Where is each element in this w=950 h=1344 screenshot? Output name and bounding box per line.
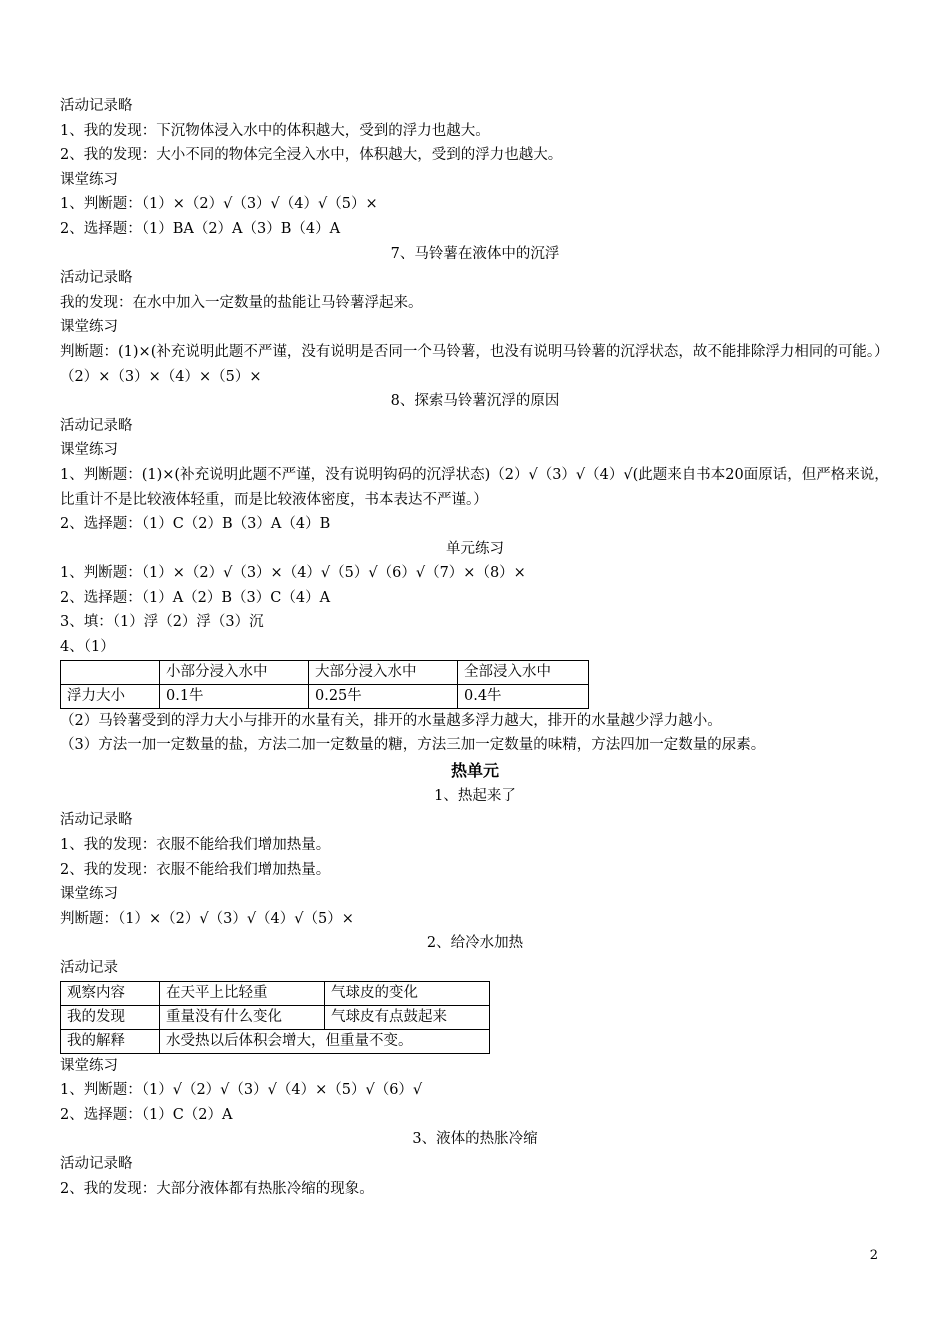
table-cell: 0.25牛: [309, 684, 458, 708]
paragraph: 1、判断题：(1)×(补充说明此题不严谨，没有说明钩码的沉浮状态)（2）√（3）√（4）√(此题来自书本20面原话，但严格来说，比重计不是比较液体轻重，而是比较液体密度，书本表达不严谨。）: [60, 466, 889, 508]
text-line: 活动记录略: [60, 417, 133, 434]
text-line: 课堂练习: [60, 442, 118, 459]
text-line: 1、判断题：（1）×（2）√（3）√（4）√（5）×: [60, 196, 378, 213]
text-line: （3）方法一加一定数量的盐，方法二加一定数量的糖，方法三加一定数量的味精，方法四加一定数量的尿素。: [60, 737, 766, 754]
text-line: 4、（1）: [60, 639, 115, 656]
heat-unit-title: 热单元: [450, 760, 499, 780]
section-title-heat-3: 3、液体的热胀冷缩: [412, 1131, 538, 1148]
document-body: [60, 94, 890, 1201]
text-line: 活动记录略: [60, 270, 133, 287]
table-cell: 气球皮的变化: [325, 981, 490, 1005]
paragraph: 判断题：(1)×(补充说明此题不严谨，没有说明是否同一个马铃薯，也没有说明马铃薯的沉浮状态，故不能排除浮力相同的可能。）（2）×（3）×（4）×（5）×: [60, 343, 889, 385]
section-title-heat-1: 1、热起来了: [434, 787, 516, 804]
observation-table: [60, 981, 490, 1054]
text-line: 2、我的发现：大小不同的物体完全浸入水中，体积越大，受到的浮力也越大。: [60, 147, 563, 164]
text-line: 2、我的发现：衣服不能给我们增加热量。: [60, 861, 331, 878]
table-cell: 观察内容: [61, 981, 160, 1005]
text-line: 活动记录略: [60, 98, 133, 114]
text-line: 2、选择题：（1）C（2）B（3）A（4）B: [60, 516, 331, 533]
buoyancy-table: [60, 660, 589, 709]
section-title-7: 7、马铃薯在液体中的沉浮: [390, 245, 560, 262]
text-line: 2、选择题：（1）C（2）A: [60, 1106, 233, 1123]
table-cell: 0.1牛: [160, 684, 309, 708]
text-line: 1、判断题：（1）√（2）√（3）√（4）×（5）√（6）√: [60, 1082, 423, 1099]
table-cell: 我的解释: [61, 1029, 160, 1053]
text-line: 课堂练习: [60, 1057, 118, 1074]
table-cell: 水受热以后体积会增大，但重量不变。: [160, 1029, 490, 1053]
text-line: 课堂练习: [60, 319, 118, 336]
text-line: 活动记录略: [60, 812, 133, 829]
table-row: [61, 684, 589, 708]
section-title-heat-2: 2、给冷水加热: [426, 935, 524, 952]
table-cell: 小部分浸入水中: [160, 660, 309, 684]
text-line: 2、选择题：（1）A（2）B（3）C（4）A: [60, 589, 331, 606]
text-line: 判断题：（1）×（2）√（3）√（4）√（5）×: [60, 910, 354, 927]
text-line: 活动记录略: [60, 1155, 133, 1172]
text-line: 1、判断题：（1）×（2）√（3）×（4）√（5）√（6）√（7）×（8）×: [60, 565, 526, 582]
text-line: 活动记录: [60, 960, 118, 976]
unit-practice-title: 单元练习: [446, 540, 504, 557]
table-cell: 大部分浸入水中: [309, 660, 458, 684]
table-row: [61, 660, 589, 684]
table-cell: 我的发现: [61, 1005, 160, 1029]
table-row: [61, 1029, 490, 1053]
table-cell: 气球皮有点鼓起来: [325, 1005, 490, 1029]
table-row: [61, 981, 490, 1005]
table-cell: [61, 660, 160, 684]
text-line: 3、填：（1）浮（2）浮（3）沉: [60, 614, 264, 631]
text-line: 2、我的发现：大部分液体都有热胀冷缩的现象。: [60, 1180, 374, 1197]
table-cell: 重量没有什么变化: [160, 1005, 325, 1029]
section-title-8: 8、探索马铃薯沉浮的原因: [390, 393, 560, 410]
text-line: 我的发现：在水中加入一定数量的盐能让马铃薯浮起来。: [60, 294, 423, 311]
table-cell: 全部浸入水中: [458, 660, 589, 684]
text-line: 1、我的发现：衣服不能给我们增加热量。: [60, 837, 331, 854]
page-number: 2: [869, 1248, 878, 1263]
table-cell: 0.4牛: [458, 684, 589, 708]
table-cell: 在天平上比轻重: [160, 981, 325, 1005]
text-line: （2）马铃薯受到的浮力大小与排开的水量有关，排开的水量越多浮力越大，排开的水量越少浮力越小。: [60, 712, 722, 729]
table-row: [61, 1005, 490, 1029]
text-line: 2、选择题：（1）BA（2）A（3）B（4）A: [60, 220, 341, 237]
text-line: 1、我的发现：下沉物体浸入水中的体积越大，受到的浮力也越大。: [60, 122, 490, 139]
text-line: 课堂练习: [60, 886, 118, 903]
text-line: 课堂练习: [60, 171, 118, 188]
table-cell: 浮力大小: [61, 684, 160, 708]
